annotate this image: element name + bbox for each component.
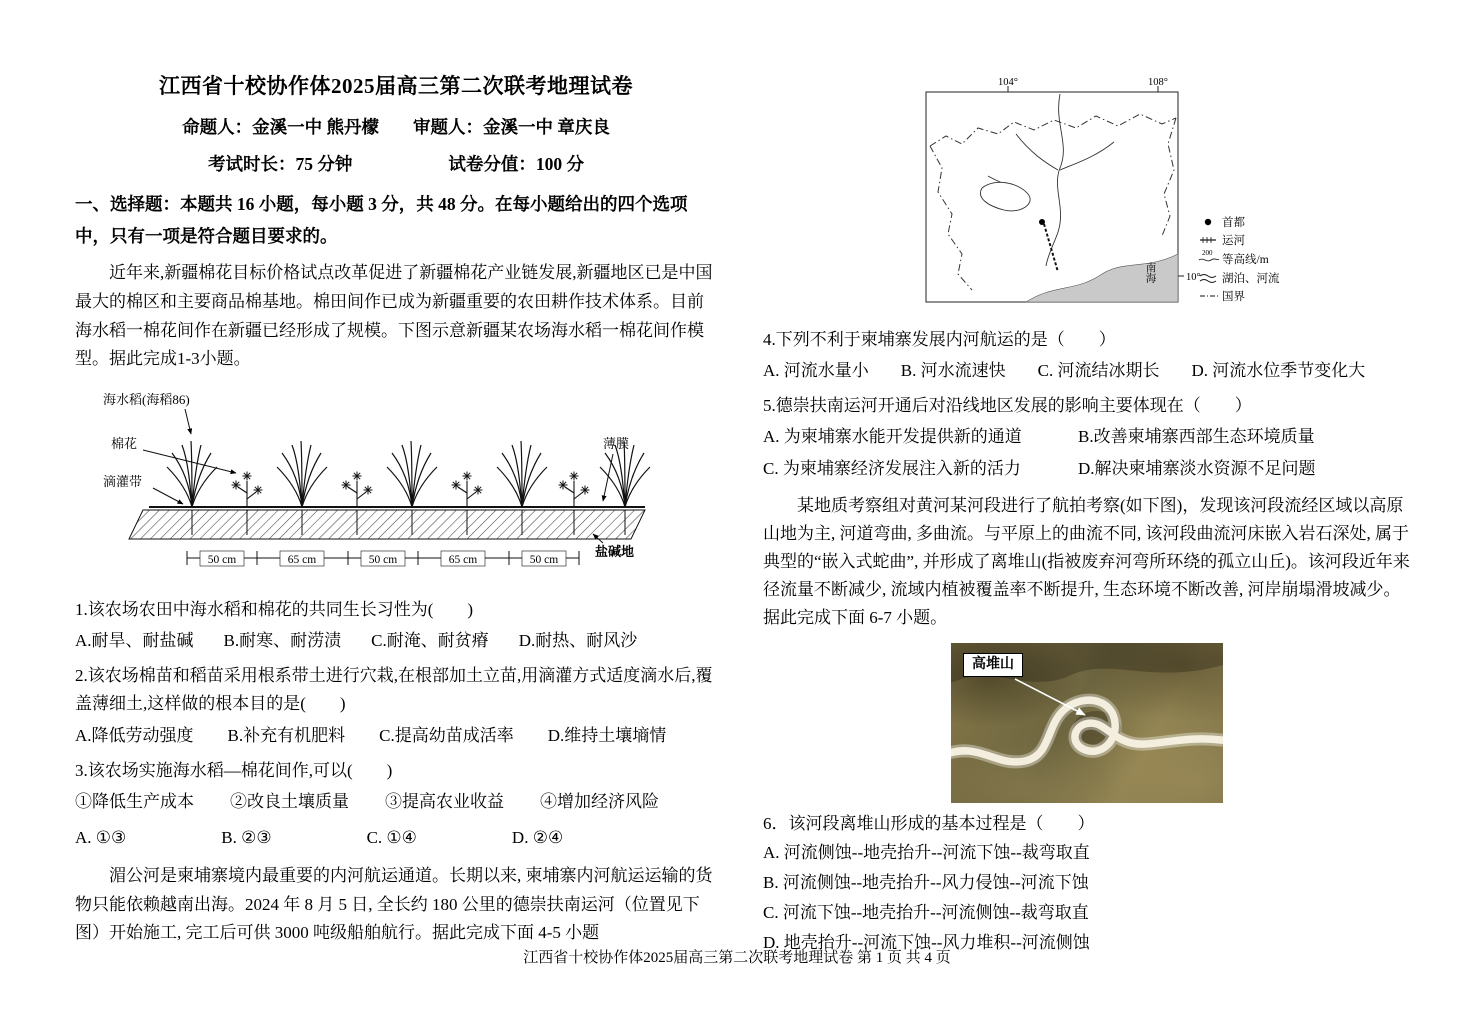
cambodia-map-figure — [918, 76, 1411, 319]
legend-border-label: 国界 — [1222, 291, 1245, 303]
q5-option-a: A. 为柬埔寨水能开发提供新的通道 — [763, 427, 1022, 447]
question-1-stem: 1.该农场农田中海水稻和棉花的共同生长习性为( ) — [75, 600, 474, 620]
page-footer: 江西省十校协作体2025届高三第二次联考地理试卷 第 1 页 共 4 页 — [523, 950, 951, 966]
film-arrow — [603, 454, 613, 501]
legend-contour-icon — [1199, 259, 1219, 261]
page-title: 江西省十校协作体2025届高三第二次联考地理试卷 — [159, 74, 633, 98]
right-column — [763, 0, 1411, 959]
photo-label-text: 高堆山 — [972, 656, 1014, 672]
lake-shape — [980, 182, 1030, 211]
q1-option-a: A.耐旱、耐盐碱 — [75, 631, 194, 651]
cotton-label: 棉花 — [111, 436, 138, 452]
cambodia-map-svg — [918, 76, 1303, 314]
measure-4: 65 cm — [448, 554, 478, 567]
q5-option-c: C. 为柬埔寨经济发展注入新的活力 — [763, 459, 1021, 479]
q2-option-a: A.降低劳动强度 — [75, 725, 194, 745]
passage-yellow-river: 某地质考察组对黄河某河段进行了航拍考察(如下图)，发现该河段流经区域以高原山地为主, 河道弯曲, 多曲流。与平原上的曲流不同, 该河段曲流河床嵌入岩石深处, 属于典型的“嵌入式蛇曲”, 并形成了离堆山(指被废弃河弯所环绕的孤立山丘)。该河段近年来径流量不断减少, 流域内植被覆盖率不断提升, 生态环境不断改善, 河岸崩塌滑坡减少。据此完成下面 6-7 小题。 — [763, 495, 1410, 628]
legend-water-label: 湖泊、河流 — [1222, 273, 1280, 285]
question-2-stem: 2.该农场棉苗和稻苗采用根系带土进行穴栽,在根部加土立苗,用滴灌方式适度滴水后,覆盖薄细土,这样做的根本目的是( ) — [75, 666, 713, 714]
q6-option-c: C. 河流下蚀--地壳抬升--河流侧蚀--裁弯取直 — [763, 903, 1089, 923]
passage-mekong: 湄公河是柬埔寨境内最重要的内河航运通道。长期以来, 柬埔寨内河航运运输的货物只能依赖越南出海。2024 年 8 月 5 日, 全长约 180 公里的德崇扶南运河（位置见下图）开始施工, 完工后可供 3000 吨级船舶航行。据此完成下面 4-5 小题 — [75, 865, 713, 943]
rice-plants — [167, 441, 650, 507]
authors-line — [75, 114, 717, 139]
q3-item-4: ④增加经济风险 — [540, 791, 659, 811]
q2-option-d: D.维持土壤墒情 — [547, 725, 667, 745]
river-lines — [988, 94, 1114, 266]
q6-option-b: B. 河流侧蚀--地壳抬升--风力侵蚀--河流下蚀 — [763, 872, 1089, 892]
legend-contour-label: 等高线/m — [1222, 254, 1269, 266]
question-3 — [75, 757, 717, 852]
river-photo — [951, 643, 1223, 803]
sea-label: 南海 — [1144, 262, 1156, 283]
q1-option-c: C.耐淹、耐贫瘠 — [371, 631, 489, 651]
q3-item-3: ③提高农业收益 — [385, 791, 504, 811]
score-label: 试卷分值：100 分 — [448, 154, 584, 174]
drip-arrow — [153, 488, 183, 504]
reviewer-label: 审题人：金溪一中 章庆良 — [413, 117, 610, 137]
measure-5: 50 cm — [529, 554, 559, 567]
legend-capital-label: 首都 — [1222, 217, 1245, 229]
q6-option-d: D. 地壳抬升--河流下蚀--风力堆积--河流侧蚀 — [763, 933, 1090, 953]
q3-option-b: B. ②③ — [221, 827, 272, 847]
saline-soil-label: 盐碱地 — [595, 544, 635, 560]
question-5-stem: 5.德崇扶南运河开通后对沿线地区发展的影响主要体现在（ ） — [763, 396, 1252, 416]
measure-2: 65 cm — [287, 554, 317, 567]
q3-option-c: C. ①④ — [366, 827, 417, 847]
q3-option-d: D. ②④ — [511, 827, 564, 847]
rice-label: 海水稻(海稻86) — [103, 392, 190, 408]
lon-left-label: 104° — [998, 77, 1018, 88]
q5-option-b: B.改善柬埔寨西部生态环境质量 — [1078, 427, 1315, 447]
q3-item-1: ①降低生产成本 — [75, 791, 194, 811]
lat-right-label: 10° — [1186, 272, 1201, 283]
passage-cotton: 近年来,新疆棉花目标价格试点改革促进了新疆棉花产业链发展,新疆地区已是中国最大的棉区和主要商品棉基地。棉田间作已成为新疆重要的农田耕作技术体系。目前海水稻一棉花间作在新疆已经形成了规模。下图示意新疆某农场海水稻一棉花间作模型。据此完成1-3小题。 — [75, 262, 713, 369]
photo-label — [963, 653, 1023, 677]
q3-option-a: A. ①③ — [75, 827, 127, 847]
question-3-stem: 3.该农场实施海水稻—棉花间作,可以( ) — [75, 760, 393, 780]
question-4-options — [763, 357, 1411, 385]
question-2-options — [75, 722, 717, 750]
rice-arrow — [185, 409, 191, 434]
legend-water-icon — [1200, 275, 1216, 283]
measure-3: 50 cm — [368, 554, 398, 567]
q1-option-d: D.耐热、耐风沙 — [518, 631, 638, 651]
exam-info-line — [75, 151, 717, 176]
cotton-arrow — [143, 450, 236, 473]
question-1-options — [75, 627, 717, 655]
question-1 — [75, 596, 717, 655]
legend-canal-icon — [1200, 237, 1216, 243]
question-3-options — [75, 824, 717, 852]
question-2 — [75, 662, 717, 749]
question-4-stem: 4.下列不利于柬埔寨发展内河航运的是（ ） — [763, 330, 1116, 349]
q2-option-c: C.提高幼苗成活率 — [379, 725, 514, 745]
q4-option-b: B. 河水流速快 — [900, 361, 1006, 381]
legend-contour-value: 200 — [1202, 249, 1213, 257]
question-6 — [763, 810, 1411, 959]
film-label: 薄膜 — [603, 436, 630, 452]
intercropping-diagram-svg — [97, 384, 677, 584]
border-lines — [930, 114, 1176, 290]
left-column — [75, 0, 717, 948]
q4-option-c: C. 河流结冰期长 — [1037, 361, 1160, 381]
q1-option-b: B.耐寒、耐涝渍 — [223, 631, 342, 651]
question-4 — [763, 326, 1411, 385]
legend-canal-label: 运河 — [1222, 235, 1245, 247]
lon-right-label: 108° — [1148, 77, 1168, 88]
soil-bed — [129, 510, 645, 539]
duration-label: 考试时长：75 分钟 — [208, 154, 353, 174]
question-5 — [763, 392, 1411, 482]
q4-option-a: A. 河流水量小 — [763, 361, 869, 381]
intercropping-diagram — [97, 384, 717, 589]
question-6-stem: 6．该河段离堆山形成的基本过程是（ ） — [763, 813, 1095, 833]
measure-1: 50 cm — [207, 554, 237, 567]
drip-tape-label: 滴灌带 — [103, 474, 143, 490]
map-legend — [1199, 215, 1280, 303]
question-3-items — [75, 788, 717, 816]
q6-option-a: A. 河流侧蚀--地壳抬升--河流下蚀--裁弯取直 — [763, 842, 1090, 862]
capital-dot — [1039, 219, 1045, 225]
question-5-options — [763, 423, 1411, 482]
section-heading: 一、选择题：本题共 16 小题，每小题 3 分，共 48 分。在每小题给出的四个选项中，只有一项是符合题目要求的。 — [75, 194, 688, 247]
legend-capital-icon — [1205, 219, 1211, 225]
q4-option-d: D. 河流水位季节变化大 — [1191, 361, 1366, 381]
setter-label: 命题人：金溪一中 熊丹檬 — [182, 117, 379, 137]
question-6-options — [763, 838, 1411, 959]
q5-option-d: D.解决柬埔寨淡水资源不足问题 — [1078, 459, 1316, 479]
q3-item-2: ②改良土壤质量 — [230, 791, 349, 811]
q2-option-b: B.补充有机肥料 — [227, 725, 346, 745]
